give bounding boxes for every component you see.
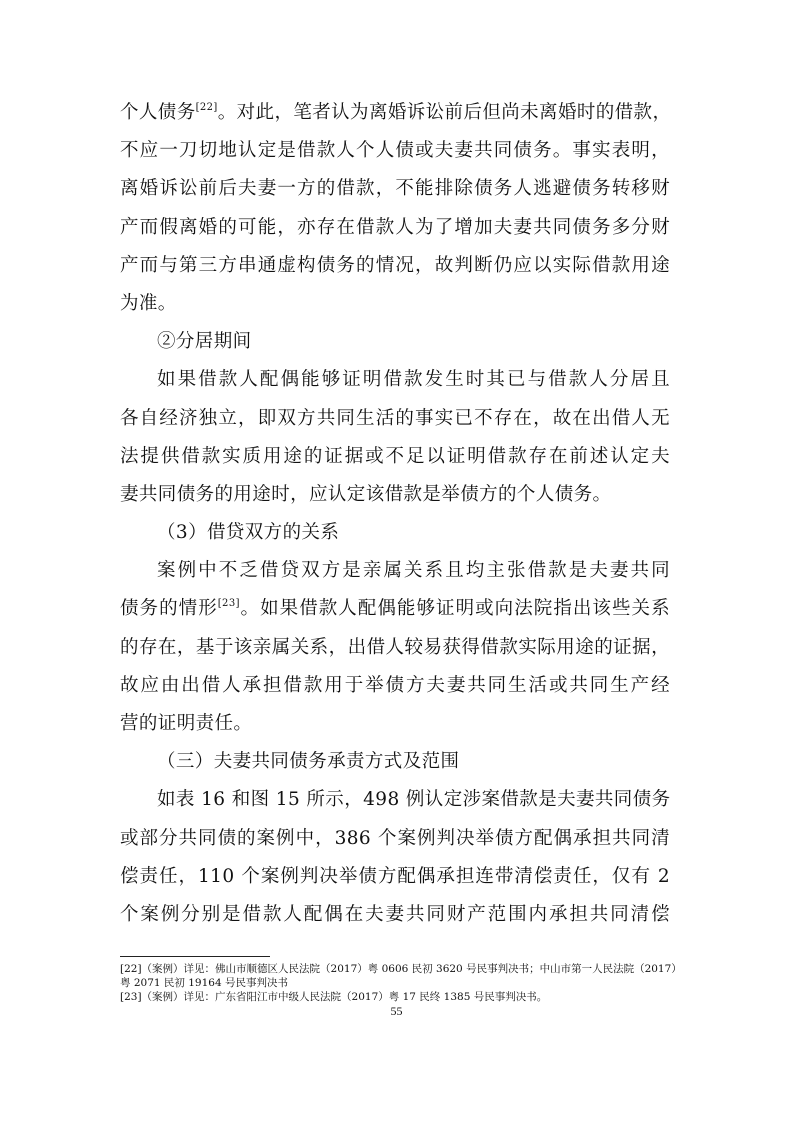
body-line: 或部分共同债的案例中，386 个案例判决举债方配偶承担共同清: [120, 827, 670, 849]
body-line: ②分居期间: [157, 331, 252, 353]
body-line: （3）借贷双方的关系: [157, 522, 340, 544]
body-line: 个案例分别是借款人配偶在夫妻共同财产范围内承担共同清偿: [120, 903, 670, 925]
body-line: 如果借款人配偶能够证明借款发生时其已与借款人分居且: [157, 369, 670, 391]
body-line: 故应由出借人承担借款用于举债方夫妻共同生活或共同生产经: [120, 674, 670, 696]
body-text: [120, 94, 670, 934]
footnote-ref: [23]: [217, 598, 240, 610]
body-line: （三）夫妻共同债务承责方式及范围: [157, 751, 460, 773]
body-line: 法提供借款实质用途的证据或不足以证明借款存在前述认定夫: [120, 445, 670, 467]
footnote-23: [23]（案例）详见：广东省阳江市中级人民法院（2017）粤 17 民终 1385 号民事判决书。: [120, 991, 548, 1003]
body-line: 营的证明责任。: [120, 713, 253, 734]
footnote-22: [22]（案例）详见：佛山市顺德区人民法院（2017）粤 0606 民初 3620 号民事判决书；中山市第一人民法院（2017）粤 2071 民初 19164 号民事判决书: [120, 963, 677, 989]
body-line: 如表 16 和图 15 所示，498 例认定涉案借款是夫妻共同债务: [157, 789, 671, 811]
body-line: 偿责任，110 个案例判决举债方配偶承担连带清偿责任，仅有 2: [120, 865, 670, 887]
body-line: 产而与第三方串通虚构债务的情况，故判断仍应以实际借款用途: [120, 254, 670, 276]
body-line: 各自经济独立，即双方共同生活的事实已不存在，故在出借人无: [120, 407, 670, 429]
body-line: 债务的情形[23]。如果借款人配偶能够证明或向法院指出该些关系: [120, 598, 670, 620]
body-line: 的存在，基于该亲属关系，出借人较易获得借款实际用途的证据，: [120, 636, 670, 658]
footnote-separator: [120, 956, 270, 957]
body-line: 案例中不乏借贷双方是亲属关系且均主张借款是夫妻共同: [157, 560, 670, 582]
body-line: 不应一刀切地认定是借款人个人债或夫妻共同债务。事实表明，: [120, 140, 670, 162]
body-line: 为准。: [120, 292, 177, 314]
body-line: 妻共同债务的用途时，应认定该借款是举债方的个人债务。: [120, 483, 612, 505]
page-number: 55: [390, 1004, 403, 1018]
footnote-ref: [22]: [195, 102, 218, 113]
body-line: 个人债务[22]。对此，笔者认为离婚诉讼前后但尚未离婚时的借款，: [120, 102, 672, 123]
body-line: 产而假离婚的可能，亦存在借款人为了增加夫妻共同债务多分财: [120, 216, 670, 238]
body-line: 离婚诉讼前后夫妻一方的借款，不能排除债务人逃避债务转移财: [120, 178, 670, 200]
